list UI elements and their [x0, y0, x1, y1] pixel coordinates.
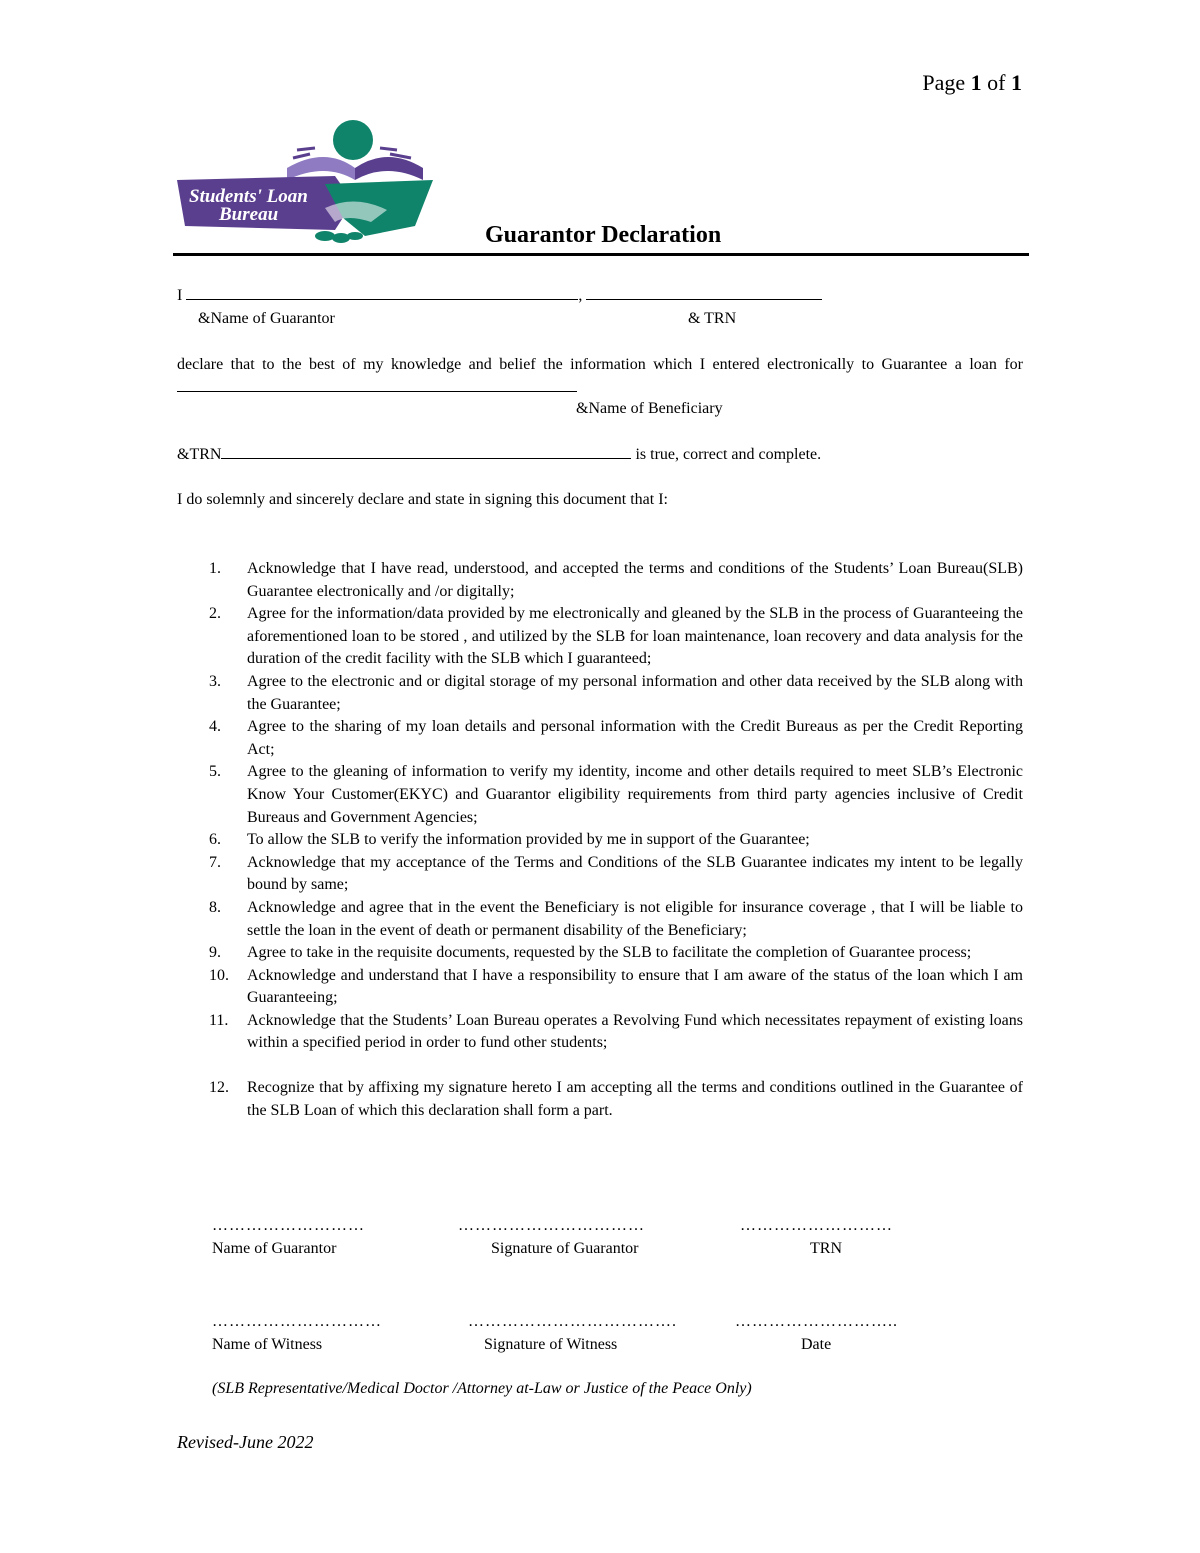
declaration-item: 1. Acknowledge that I have read, understood, and accepted the terms and conditions of the Students’ Loan Bureau(SLB) Guarantee electronically and /or digitally;: [209, 560, 1023, 600]
declaration-item: 10. Acknowledge and understand that I have a responsibility to ensure that I am aware of the status of the loan which I am Guaranteeing;: [209, 966, 1023, 1007]
witness-note: (SLB Representative/Medical Doctor /Attorney at-Law or Justice of the Peace Only): [212, 1380, 752, 1397]
guarantor-signature-field[interactable]: ……………………………: [458, 1217, 645, 1234]
witness-name-label: Name of Witness: [212, 1336, 323, 1353]
guarantor-signature-label: Signature of Guarantor: [491, 1240, 639, 1257]
date-label: Date: [801, 1336, 832, 1353]
guarantor-name-caption: &Name of Guarantor: [198, 310, 335, 327]
declaration-item: 2. Agree for the information/data provided by me electronically and gleaned by the SLB in the process of Guaranteeing the aforementioned loan to be stored , and utilized by the SLB for loan maintenance, loan recovery and data analysis for the duration of the credit facility with the SLB which I guaranteed;: [209, 605, 1023, 668]
declaration-item: 5. Agree to the gleaning of information to verify my identity, income and other details required to meet SLB’s Electronic Know Your Customer(EKYC) and Guarantor eligibility requirements from third party agencies inclusive of Credit Bureaus and Government Agencies;: [209, 763, 1023, 826]
declare-paragraph: declare that to the best of my knowledge and belief the information which I entered electronically to Guarantee a loan for: [177, 354, 1023, 399]
guarantor-name-label: Name of Guarantor: [212, 1240, 337, 1257]
page-number: Page 1 of 1: [922, 70, 1022, 95]
declaration-item: 4. Agree to the sharing of my loan details and personal information with the Credit Bureaus as per the Credit Reporting Act;: [209, 718, 1023, 758]
revision-footer: Revised-June 2022: [177, 1432, 314, 1452]
declaration-item: 9. Agree to take in the requisite documents, requested by the SLB to facilitate the completion of Guarantee process;: [209, 944, 972, 962]
beneficiary-trn-blank[interactable]: [221, 444, 631, 459]
beneficiary-name-blank[interactable]: [177, 377, 577, 392]
page-title: Guarantor Declaration: [485, 222, 722, 248]
date-field[interactable]: ………………………..: [735, 1313, 898, 1330]
witness-name-field[interactable]: …………………………: [212, 1313, 382, 1330]
beneficiary-trn-line: [177, 444, 821, 464]
declaration-item: 6. To allow the SLB to verify the information provided by me in support of the Guarantee;: [209, 831, 810, 849]
guarantor-trn-label: TRN: [810, 1240, 842, 1257]
logo-text-line1: Students' Loan: [189, 186, 308, 207]
declaration-item: 7. Acknowledge that my acceptance of the Terms and Conditions of the SLB Guarantee indicates my intent to be legally bound by same;: [209, 853, 1023, 894]
guarantor-trn-blank[interactable]: [586, 285, 822, 300]
declaration-item: 12. Recognize that by affixing my signature hereto I am accepting all the terms and conditions outlined in the Guarantee of the SLB Loan of which this declaration shall form a part.: [209, 1079, 1023, 1119]
witness-signature-label: Signature of Witness: [484, 1336, 618, 1353]
beneficiary-trn-suffix: is true, correct and complete.: [635, 446, 822, 463]
declaration-item: 8. Acknowledge and agree that in the event the Beneficiary is not eligible for insurance coverage , that I will be liable to settle the loan in the event of death or permanent disability of the Beneficiary;: [209, 898, 1023, 939]
logo-book-right: [355, 157, 423, 180]
declaration-item: 11. Acknowledge that the Students’ Loan Bureau operates a Revolving Fund which necessitates repayment of existing loans within a specified period in order to fund other students;: [209, 1011, 1023, 1052]
guarantor-trn-field[interactable]: ………………………: [740, 1217, 893, 1234]
intro-statement: I do solemnly and sincerely declare and state in signing this document that I:: [177, 491, 668, 508]
title-divider: [173, 253, 1029, 256]
guarantor-name-blank[interactable]: [186, 285, 578, 300]
beneficiary-trn-label: &TRN: [177, 446, 222, 463]
guarantor-name-field[interactable]: ………………………: [212, 1217, 365, 1234]
guarantor-prefix: I: [177, 287, 183, 304]
logo-text-line2: Bureau: [219, 204, 279, 225]
witness-signature-field[interactable]: ……………………………….: [468, 1313, 677, 1330]
guarantor-line: I ,: [177, 285, 822, 305]
declaration-item: 3. Agree to the electronic and or digital storage of my personal information and other data received by the SLB along with the Guarantee;: [209, 672, 1023, 713]
logo-circle: [333, 120, 373, 160]
logo-graphic: [175, 118, 437, 248]
slb-logo: [175, 118, 437, 248]
declaration-list: [209, 558, 1023, 1122]
beneficiary-caption: &Name of Beneficiary: [576, 400, 723, 417]
guarantor-trn-caption: & TRN: [688, 310, 737, 327]
